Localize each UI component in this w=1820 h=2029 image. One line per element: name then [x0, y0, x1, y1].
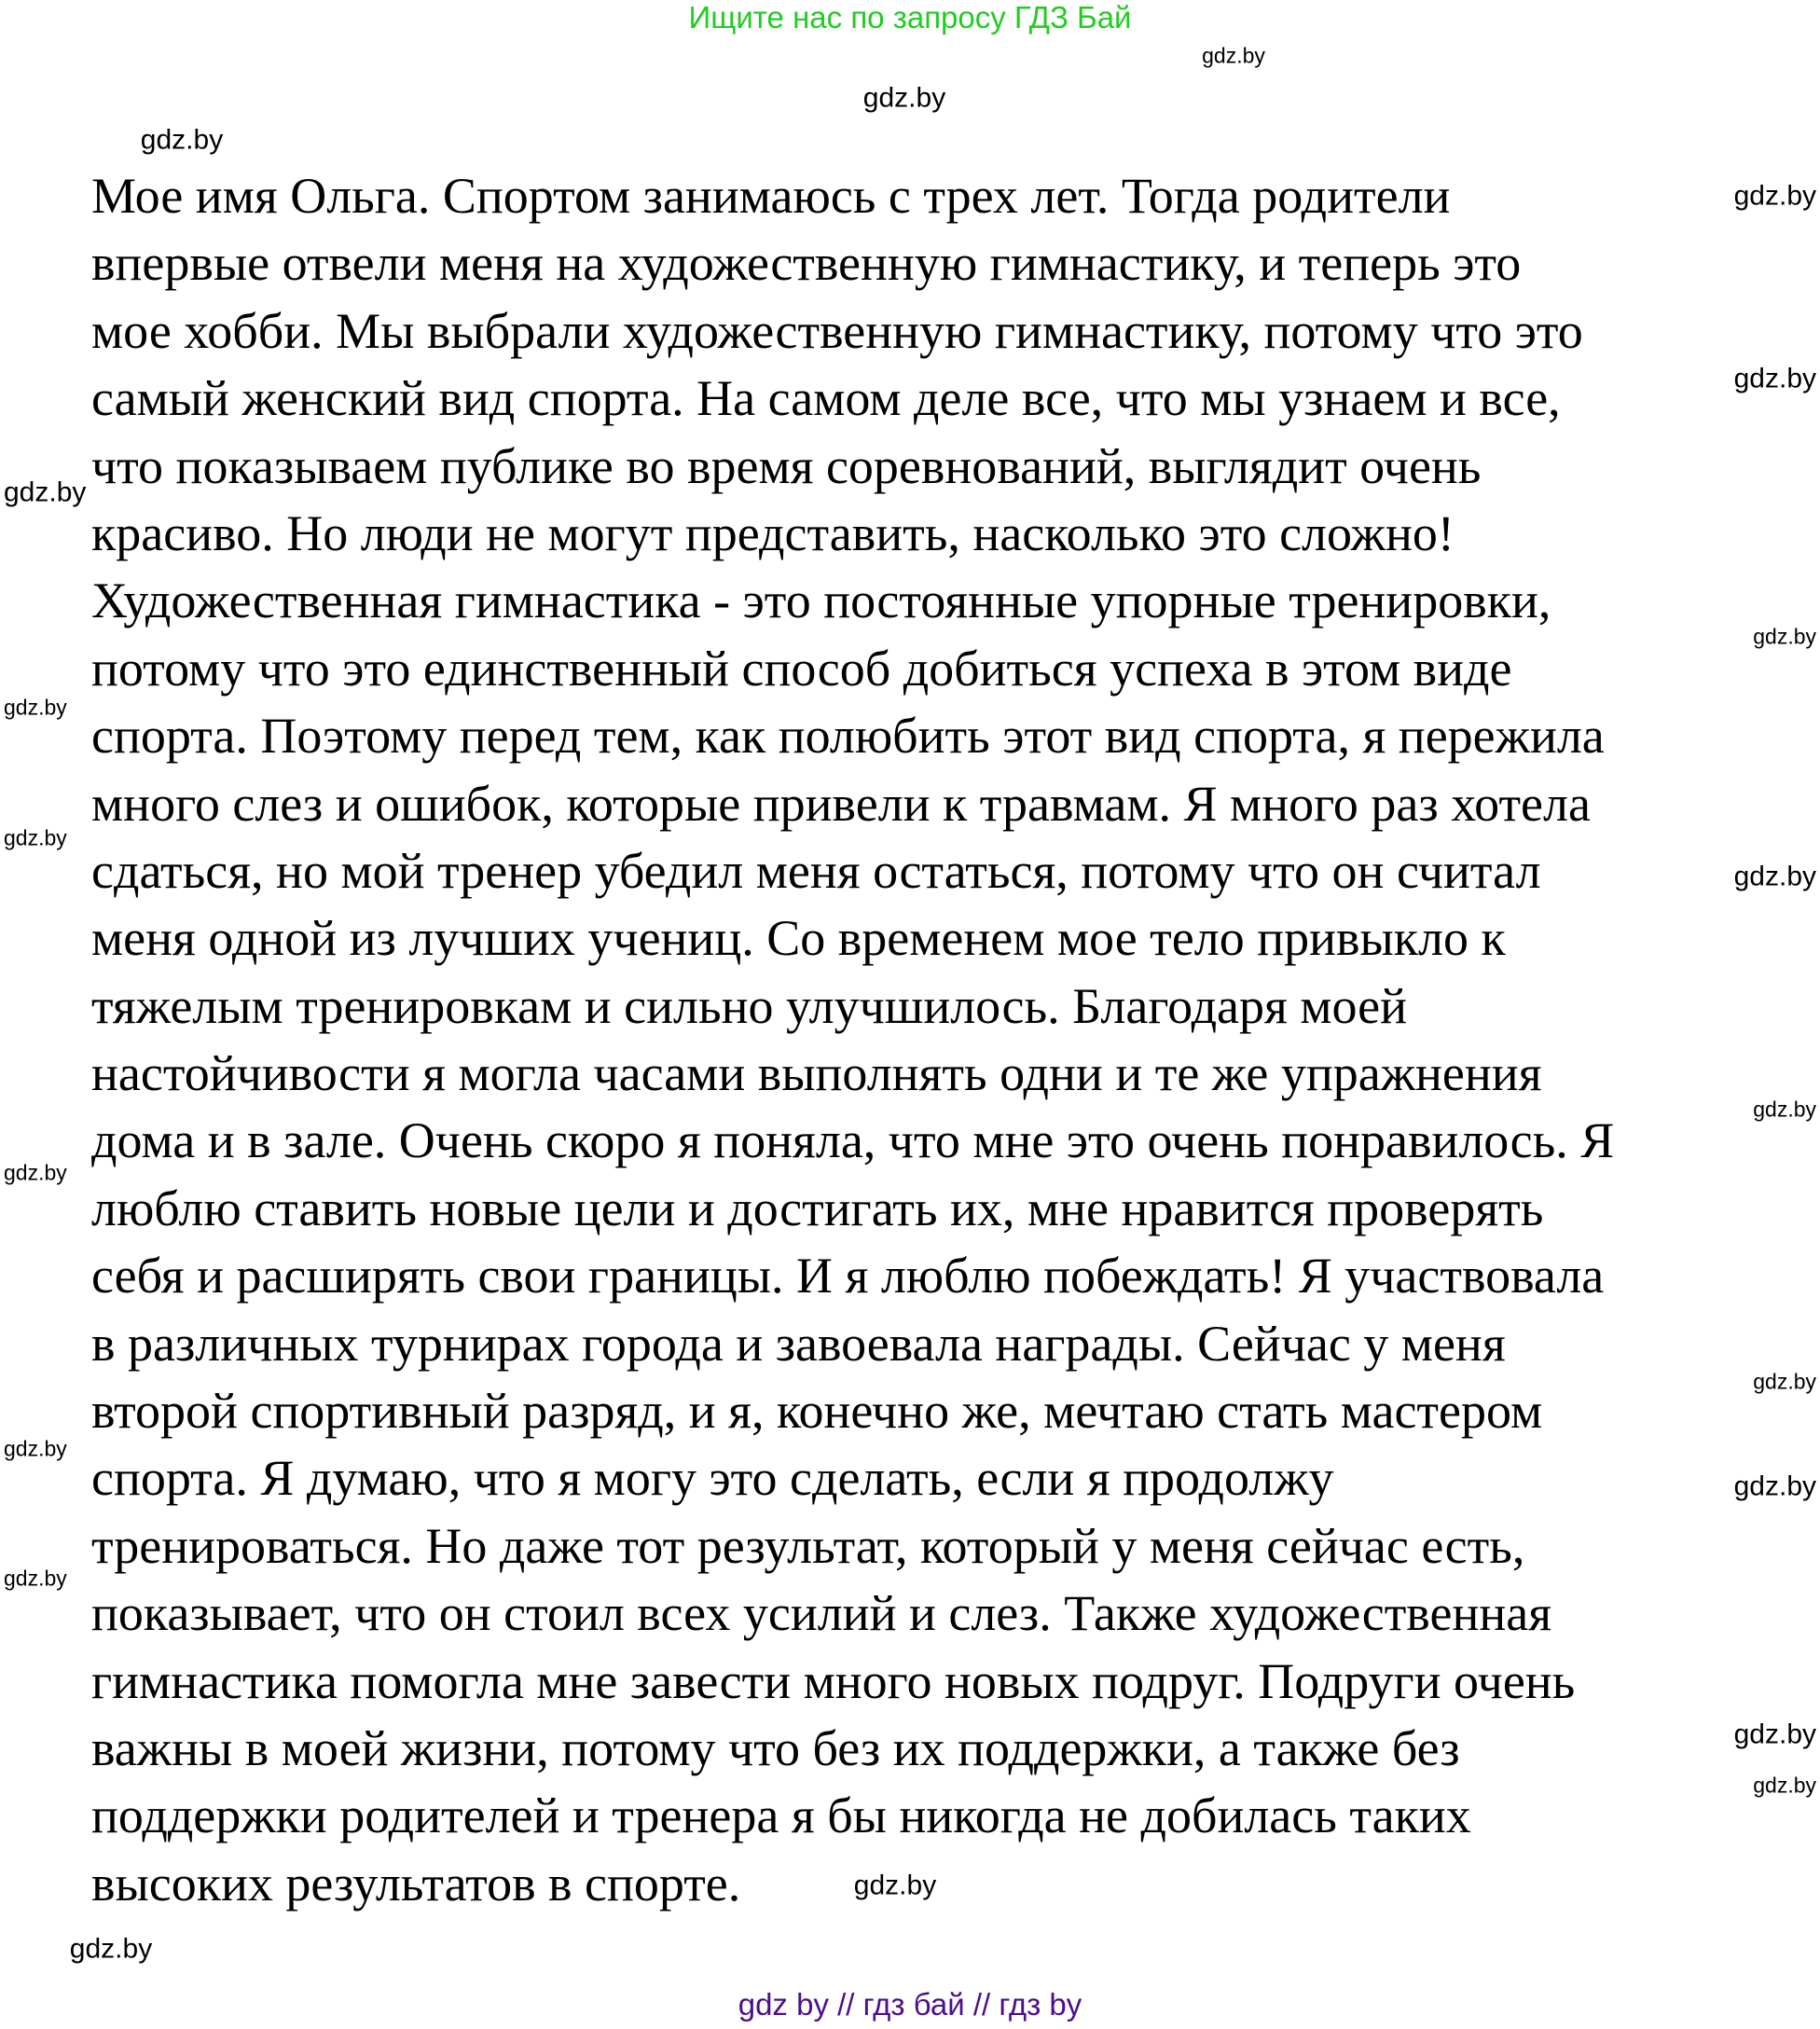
footer-links: gdz by // гдз бай // гдз by	[738, 1987, 1082, 2022]
watermark: gdz.by	[1733, 1718, 1816, 1750]
text-line: спорта. Поэтому перед тем, как полюбить этот вид спорта, я пережила	[91, 708, 1605, 765]
text-line: люблю ставить новые цели и достигать их, мне нравится проверять	[91, 1180, 1544, 1236]
watermark: gdz.by	[1733, 180, 1816, 212]
text-line: высоких результатов в спорте.	[91, 1855, 741, 1912]
watermark: gdz.by	[4, 695, 67, 720]
text-line: спорта. Я думаю, что я могу это сделать, если я продолжу	[91, 1450, 1334, 1507]
page-header-title: Ищите нас по запросу ГДЗ Бай	[688, 0, 1132, 35]
text-line: гимнастика помогла мне завести много новых подруг. Подруги очень	[91, 1652, 1576, 1709]
text-line: себя и расширять свои границы. И я люблю побеждать! Я участвовала	[91, 1248, 1605, 1304]
text-line: меня одной из лучших учениц. Со временем мое тело привыкло к	[91, 910, 1506, 967]
text-line: тяжелым тренировкам и сильно улучшилось. Благодаря моей	[91, 977, 1408, 1034]
essay-text	[91, 162, 1614, 1917]
text-line: самый женский вид спорта. На самом деле все, что мы узнаем и все,	[91, 370, 1561, 427]
text-line: тренироваться. Но даже тот результат, который у меня сейчас есть,	[91, 1517, 1525, 1574]
text-line: сдаться, но мой тренер убедил меня остаться, потому что он считал	[91, 842, 1541, 899]
text-line: Мое имя Ольга. Спортом занимаюсь с трех лет. Тогда родители	[91, 168, 1451, 224]
watermark: gdz.by	[140, 124, 224, 156]
watermark: gdz.by	[1753, 624, 1816, 649]
watermark: gdz.by	[1733, 861, 1816, 892]
text-line: Художественная гимнастика - это постоянные упорные тренировки,	[91, 573, 1551, 629]
watermark: gdz.by	[862, 82, 946, 114]
watermark: gdz.by	[853, 1870, 937, 1901]
watermark: gdz.by	[1202, 43, 1265, 68]
text-line: что показываем публике во время соревнований, выглядит очень	[91, 437, 1482, 494]
text-line: впервые отвели меня на художественную гимнастику, и теперь это	[91, 235, 1522, 292]
text-line: потому что это единственный способ добиться успеха в этом виде	[91, 640, 1512, 697]
watermark: gdz.by	[1733, 363, 1816, 394]
watermark: gdz.by	[1753, 1369, 1816, 1394]
watermark: gdz.by	[4, 1436, 67, 1461]
text-line: настойчивости я могла часами выполнять одни и те же упражнения	[91, 1045, 1542, 1102]
text-line: много слез и ошибок, которые привели к травмам. Я много раз хотела	[91, 775, 1591, 832]
watermark: gdz.by	[69, 1933, 153, 1965]
watermark: gdz.by	[4, 1566, 67, 1591]
text-line: дома и в зале. Очень скоро я поняла, что мне это очень понравилось. Я	[91, 1112, 1615, 1169]
watermark: gdz.by	[4, 1160, 67, 1185]
watermark: gdz.by	[1753, 1097, 1816, 1122]
watermark: gdz.by	[1753, 1773, 1816, 1798]
text-line: показывает, что он стоил всех усилий и слез. Также художественная	[91, 1585, 1552, 1642]
watermark: gdz.by	[1733, 1470, 1816, 1502]
text-line: поддержки родителей и тренера я бы никогда не добилась таких	[91, 1787, 1471, 1844]
text-line: в различных турнирах города и завоевала награды. Сейчас у меня	[91, 1315, 1506, 1372]
text-line: важны в моей жизни, потому что без их поддержки, а также без	[91, 1719, 1460, 1776]
text-line: мое хобби. Мы выбрали художественную гимнастику, потому что это	[91, 302, 1583, 359]
text-line: красиво. Но люди не могут представить, насколько это сложно!	[91, 504, 1455, 561]
text-line: второй спортивный разряд, и я, конечно же, мечтаю стать мастером	[91, 1383, 1543, 1440]
watermark: gdz.by	[4, 476, 87, 508]
watermark: gdz.by	[4, 825, 67, 850]
